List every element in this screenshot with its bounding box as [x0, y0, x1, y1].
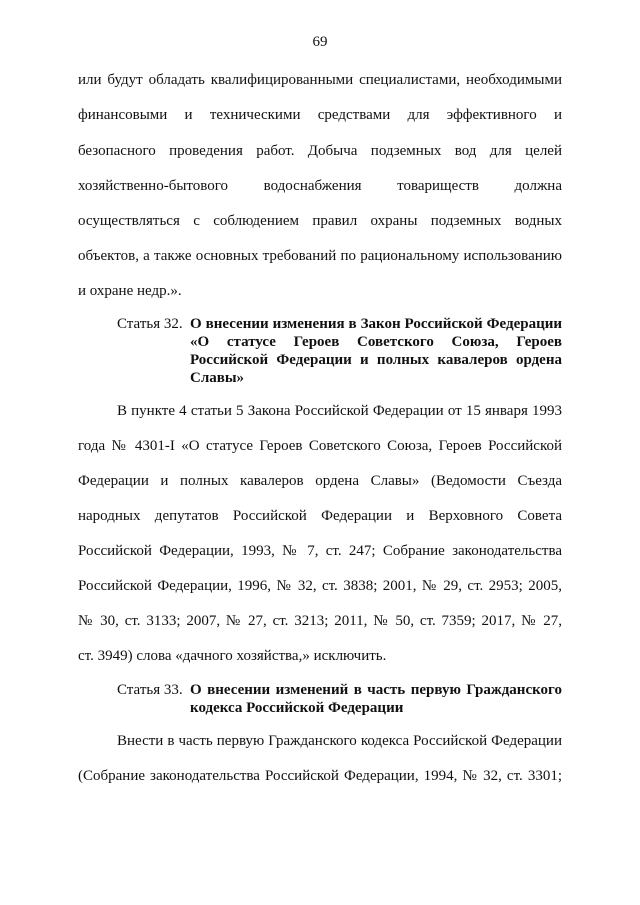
article-title-line: кодекса Российской Федерации — [190, 700, 404, 716]
article-label: Статья 32. — [117, 316, 183, 332]
article-title-line: «О статусе Героев Советского Союза, Героев — [190, 334, 562, 350]
article-title-line: О внесении изменений в часть первую Гражданского — [190, 682, 562, 698]
article-label: Статья 33. — [117, 682, 183, 698]
text-line: безопасного проведения работ. Добыча подземных вод для целей — [78, 143, 562, 159]
page-number: 69 — [312, 34, 328, 50]
text-line: осуществляться с соблюдением правил охраны подземных водных — [78, 213, 562, 229]
text-line: Российской Федерации, 1996, № 32, ст. 3838; 2001, № 29, ст. 2953; 2005, — [78, 578, 562, 594]
text-line: финансовыми и техническими средствами для эффективного и — [78, 107, 562, 123]
text-line: № 30, ст. 3133; 2007, № 27, ст. 3213; 2011, № 50, ст. 7359; 2017, № 27, — [78, 613, 562, 629]
text-line: объектов, а также основных требований по рациональному использованию — [78, 248, 562, 264]
text-line: и охране недр.». — [78, 283, 182, 299]
text-line: В пункте 4 статьи 5 Закона Российской Федерации от 15 января 1993 — [117, 403, 562, 419]
text-line: хозяйственно-бытового водоснабжения товариществ должна — [78, 178, 562, 194]
text-line: года № 4301-I «О статусе Героев Советского Союза, Героев Российской — [78, 438, 562, 454]
text-line: Внести в часть первую Гражданского кодекса Российской Федерации — [117, 733, 562, 749]
text-line: или будут обладать квалифицированными специалистами, необходимыми — [78, 72, 562, 88]
article-title-line: О внесении изменения в Закон Российской Федерации — [190, 316, 562, 332]
text-line: Федерации и полных кавалеров ордена Славы» (Ведомости Съезда — [78, 473, 562, 489]
text-line: (Собрание законодательства Российской Федерации, 1994, № 32, ст. 3301; — [78, 768, 562, 784]
article-title-line: Славы» — [190, 370, 245, 386]
text-line: Российской Федерации, 1993, № 7, ст. 247; Собрание законодательства — [78, 543, 562, 559]
text-line: ст. 3949) слова «дачного хозяйства,» исключить. — [78, 648, 387, 664]
article-title-line: Российской Федерации и полных кавалеров ордена — [190, 352, 562, 368]
text-line: народных депутатов Российской Федерации и Верховного Совета — [78, 508, 562, 524]
